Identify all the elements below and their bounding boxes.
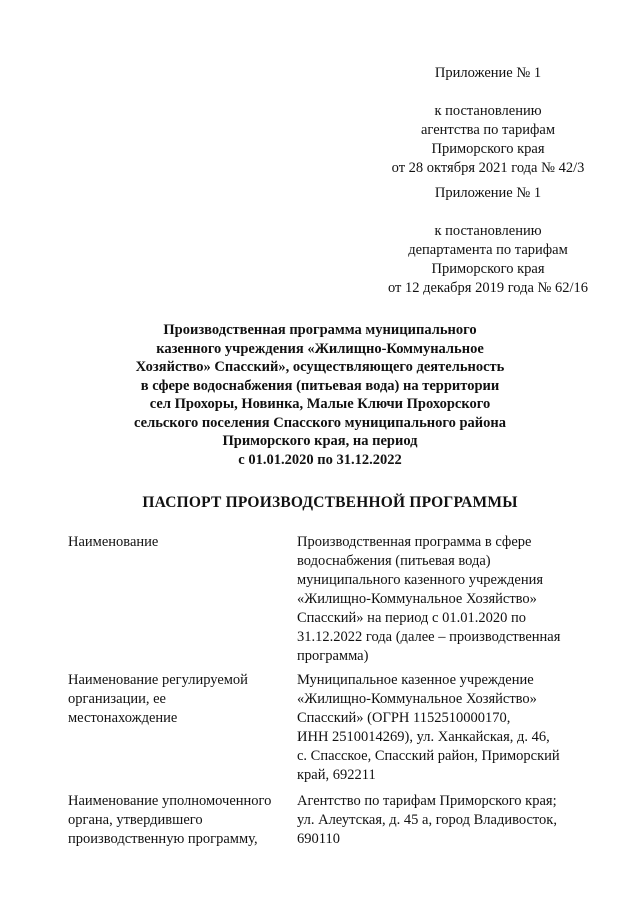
label-line: местонахождение xyxy=(68,710,178,726)
appendix-previous-date: от 12 декабря 2019 года № 62/16 xyxy=(387,280,589,296)
passport-heading: ПАСПОРТ ПРОИЗВОДСТВЕННОЙ ПРОГРАММЫ xyxy=(142,494,518,511)
value-line: ИНН 2510014269), ул. Ханкайская, д. 46, xyxy=(297,729,550,745)
appendix-previous-number: Приложение № 1 xyxy=(434,185,542,201)
appendix-previous-block xyxy=(378,184,598,298)
value-line: Муниципальное казенное учреждение xyxy=(297,672,534,688)
appendix-previous-spacer xyxy=(378,203,598,222)
value-line: 31.12.2022 года (далее – производственная xyxy=(297,629,561,645)
value-line: Производственная программа в сфере xyxy=(297,534,532,550)
value-line: Агентство по тарифам Приморского края; xyxy=(297,793,557,809)
appendix-current-line: к постановлению xyxy=(434,103,542,119)
program-title-line: сел Прохоры, Новинка, Малые Ключи Прохорского xyxy=(149,396,491,412)
appendix-current-number: Приложение № 1 xyxy=(434,65,542,81)
passport-row-label xyxy=(68,533,283,552)
value-line: с. Спасское, Спасский район, Приморский xyxy=(297,748,560,764)
appendix-previous-line: департамента по тарифам xyxy=(408,242,568,258)
value-line: край, 692211 xyxy=(297,767,376,783)
value-line: программа) xyxy=(297,648,369,664)
value-line: 690110 xyxy=(297,831,340,847)
program-title-line: казенного учреждения «Жилищно-Коммунальное xyxy=(156,340,484,357)
program-title-line: Приморского края, на период xyxy=(222,433,418,449)
program-title-line: сельского поселения Спасского муниципального района xyxy=(134,414,506,431)
program-title-line: в сфере водоснабжения (питьевая вода) на территории xyxy=(140,377,500,394)
passport-row-label xyxy=(68,792,283,849)
appendix-current-block xyxy=(378,64,598,178)
label-line: Наименование xyxy=(68,534,159,550)
program-title xyxy=(100,321,540,469)
appendix-current-line: агентства по тарифам xyxy=(421,122,555,138)
appendix-current-date: от 28 октября 2021 года № 42/3 xyxy=(391,160,585,176)
label-line: организации, ее xyxy=(68,691,166,707)
value-line: Спасский» (ОГРН 1152510000170, xyxy=(297,710,511,726)
label-line: Наименование регулируемой xyxy=(68,672,248,688)
program-title-line: Производственная программа муниципального xyxy=(163,322,477,338)
value-line: Спасский» на период с 01.01.2020 по xyxy=(297,610,526,626)
passport-row-value xyxy=(297,533,587,666)
appendix-previous-line: Приморского края xyxy=(431,261,545,277)
value-line: водоснабжения (питьевая вода) xyxy=(297,553,491,569)
value-line: «Жилищно-Коммунальное Хозяйство» xyxy=(297,691,537,707)
program-title-line: Хозяйство» Спасский», осуществляющего деятельность xyxy=(135,359,505,375)
label-line: органа, утвердившего xyxy=(68,812,203,828)
appendix-current-spacer xyxy=(378,83,598,102)
appendix-current-line: Приморского края xyxy=(431,141,545,157)
program-title-line: с 01.01.2020 по 31.12.2022 xyxy=(238,451,402,468)
appendix-previous-line: к постановлению xyxy=(434,223,542,239)
label-line: производственную программу, xyxy=(68,831,258,847)
value-line: муниципального казенного учреждения xyxy=(297,572,544,588)
passport-row-label xyxy=(68,671,283,728)
passport-row-value xyxy=(297,671,587,785)
passport-row-value xyxy=(297,792,587,849)
label-line: Наименование уполномоченного xyxy=(68,793,272,809)
value-line: «Жилищно-Коммунальное Хозяйство» xyxy=(297,591,537,607)
value-line: ул. Алеутская, д. 45 а, город Владивосток, xyxy=(297,812,557,828)
